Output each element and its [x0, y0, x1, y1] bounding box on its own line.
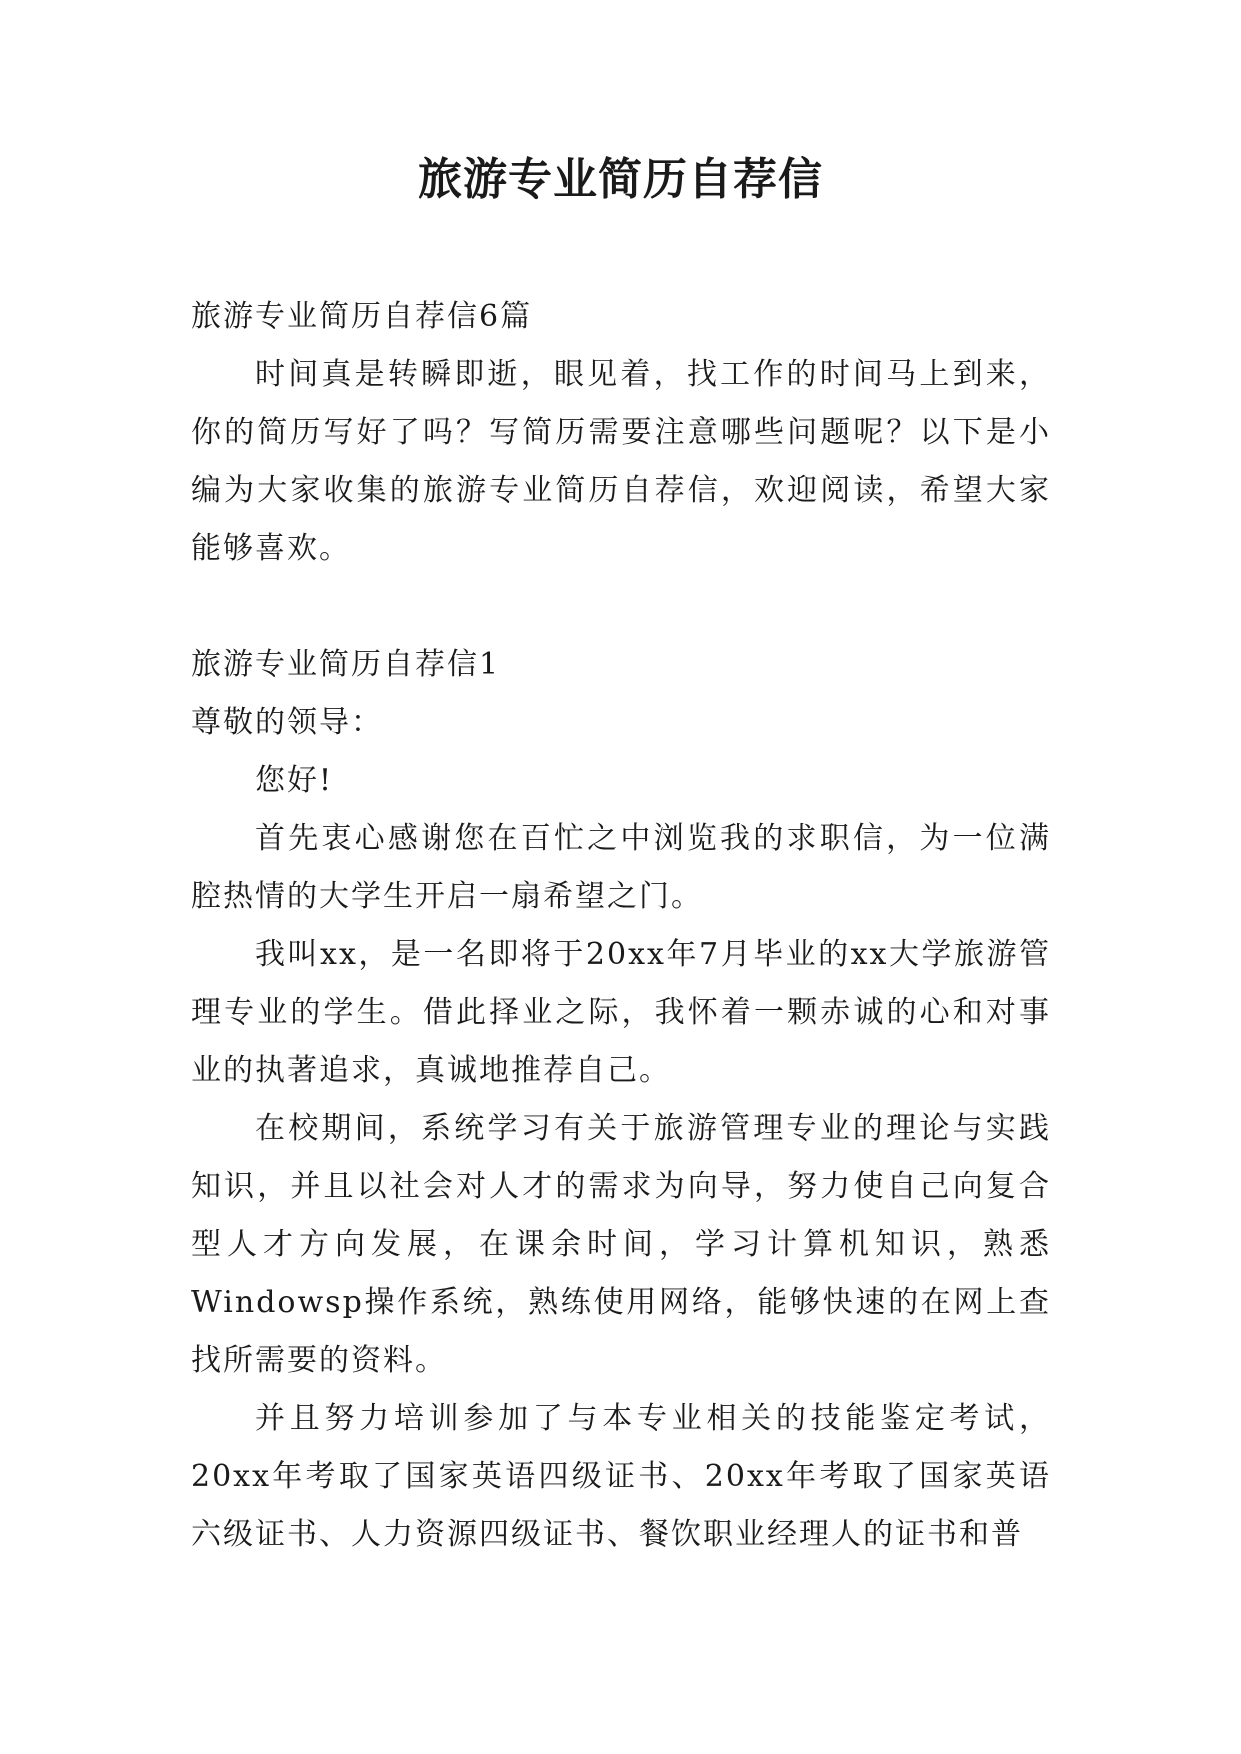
body-paragraph: 在校期间，系统学习有关于旅游管理专业的理论与实践知识，并且以社会对人才的需求为向导，努力使自己向复合型人才方向发展，在课余时间，学习计算机知识，熟悉Windowsp操作系统，熟练使用网络，能够快速的在网上查找所需要的资料。 — [191, 1111, 1051, 1378]
body-paragraph: 首先衷心感谢您在百忙之中浏览我的求职信，为一位满腔热情的大学生开启一扇希望之门。 — [191, 821, 1051, 914]
salutation: 尊敬的领导： — [191, 705, 383, 740]
document-subtitle: 旅游专业简历自荐信6篇 — [191, 299, 533, 334]
greeting: 您好! — [255, 763, 334, 798]
body-paragraph: 并且努力培训参加了与本专业相关的技能鉴定考试，20xx年考取了国家英语四级证书、20xx年考取了国家英语六级证书、人力资源四级证书、餐饮职业经理人的证书和普 — [191, 1401, 1051, 1552]
document-title: 旅游专业简历自荐信 — [418, 154, 823, 205]
body-paragraph: 我叫xx，是一名即将于20xx年7月毕业的xx大学旅游管理专业的学生。借此择业之际，我怀着一颗赤诚的心和对事业的执著追求，真诚地推荐自己。 — [191, 937, 1051, 1088]
document-body — [191, 288, 1051, 1564]
section-heading: 旅游专业简历自荐信1 — [191, 647, 501, 682]
paragraph-spacer — [191, 578, 1051, 636]
intro-paragraph: 时间真是转瞬即逝，眼见着，找工作的时间马上到来，你的简历写好了吗？写简历需要注意哪些问题呢？以下是小编为大家收集的旅游专业简历自荐信，欢迎阅读，希望大家能够喜欢。 — [191, 357, 1051, 566]
